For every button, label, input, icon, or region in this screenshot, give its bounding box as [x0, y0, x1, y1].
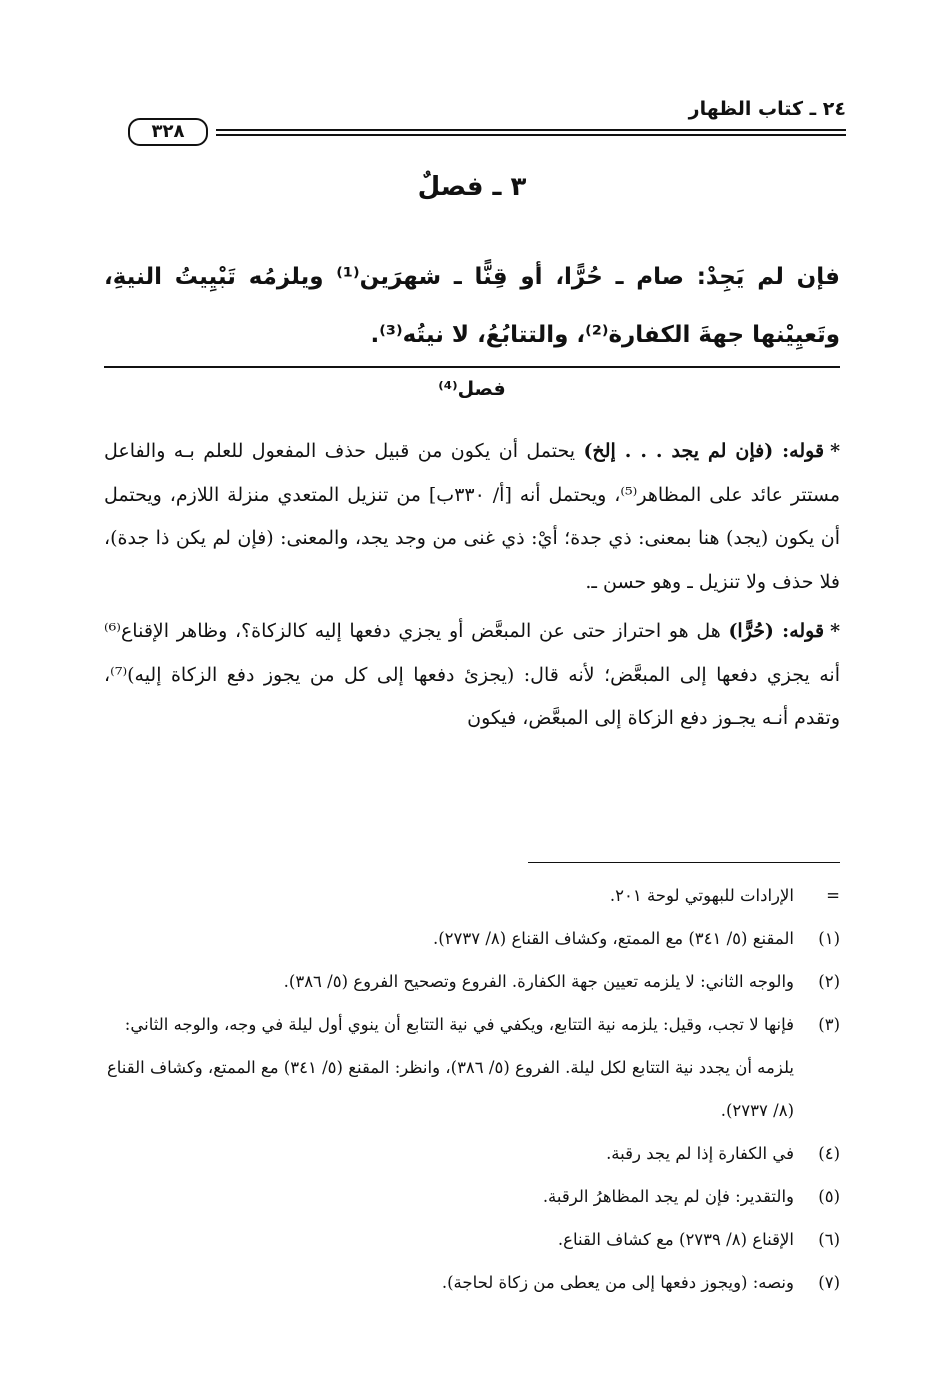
footnote: [104, 1218, 840, 1261]
paragraph-star-marker: *: [830, 620, 841, 642]
footnote-text: ونصه: (ويجوز دفعها إلى من يعطى من زكاة لحاجة).: [441, 1273, 794, 1292]
footnote-number: (٣): [818, 1015, 840, 1034]
footnote-text: والوجه الثاني: لا يلزمه تعيين جهة الكفارة. الفروع وتصحيح الفروع (٥/ ٣٨٦).: [283, 972, 794, 991]
footnote-number: =: [826, 886, 840, 905]
footnote-number: (٤): [818, 1144, 840, 1163]
matn-text: فإن لم يَجِدْ: صام ـ حُرًّا، أو قِنًّا ـ شهرَين⁽¹⁾ ويلزمُه تَبْيِيتُ النيةِ، وتَعيِيْنها جهةَ الكفارة⁽²⁾، والتتابُعُ، لا نيتُه⁽³⁾.: [104, 264, 840, 348]
footnote: [104, 1261, 840, 1304]
header-rule: [128, 128, 846, 136]
commentary-paragraph: [104, 610, 840, 741]
footnote: [104, 1175, 840, 1218]
header-rule-top: [216, 129, 846, 131]
paragraph-text: يحتمل أن يكون من قبيل حذف المفعول للعلم بـه والفاعل مستتر عائد على المظاهر⁽⁵⁾، ويحتمل أنه [أ/ ٣٣٠ب] من تنزيل المتعدي منزلة اللازم، ويحتمل أن يكون (يجد) هنا بمعنى: ذي جدة؛ أيْ: ذي غنى من وجد يجد، والمعنى: (فإن لم يكن ذا جدة)، فلا حذف ولا تنزيل ـ وهو حسن ـ.: [104, 440, 840, 593]
header-rule-bottom: [216, 134, 846, 136]
running-title: ٢٤ ـ كتاب الظهار: [688, 98, 846, 120]
footnote-number: (٢): [818, 972, 840, 991]
page-number: ٣٢٨: [128, 118, 208, 146]
commentary-paragraph: [104, 430, 840, 604]
footnote: [104, 874, 840, 917]
footnote-number: (٦): [818, 1230, 840, 1249]
footnote-number: (١): [818, 929, 840, 948]
commentary-heading: فصل⁽⁴⁾: [438, 378, 506, 400]
footnote: [104, 1132, 840, 1175]
footnote: [104, 1003, 840, 1132]
paragraph-text: هل هو احتراز حتى عن المبعَّض أو يجزي دفعها إليه كالزكاة؟، وظاهر الإقناع⁽⁶⁾ أنه يجزي دفعها إلى المبعَّض؛ لأنه قال: (يجزئ دفعها إلى كل من يجوز دفع الزكاة إليه)⁽⁷⁾، وتقدم أنـه يجـوز دفع الزكاة إلى المبعَّض، فيكون: [104, 620, 840, 729]
footnote-text: الإرادات للبهوتي لوحة ٢٠١.: [609, 886, 794, 905]
footnote-number: (٥): [818, 1187, 840, 1206]
footnote-text: والتقدير: فإن لم يجد المظاهرُ الرقبة.: [542, 1187, 794, 1206]
footnote-text: فإنها لا تجب، وقيل: يلزمه نية التتابع، ويكفي في نية التتابع أن ينوي أول ليلة في وجه، والوجه الثاني: يلزمه أن يجدد نية التتابع لكل ليلة. الفروع (٥/ ٣٨٦)، وانظر: المقنع (٥/ ٣٤١) مع الممتع، وكشاف القناع (٨/ ٢٧٣٧).: [106, 1015, 794, 1120]
footnotes: [104, 874, 840, 1304]
matn-separator: [104, 366, 840, 368]
footnote-text: المقنع (٥/ ٣٤١) مع الممتع، وكشاف القناع (٨/ ٢٧٣٧).: [432, 929, 794, 948]
section-heading: ٣ ـ فصلٌ: [417, 172, 527, 202]
footnote-number: (٧): [818, 1273, 840, 1292]
paragraph-lead: قوله: (حُرًّا): [728, 620, 825, 642]
footnote: [104, 960, 840, 1003]
footnote-text: في الكفارة إذا لم يجد رقبة.: [606, 1144, 794, 1163]
footnote-separator: [528, 862, 840, 863]
paragraph-star-marker: *: [830, 440, 840, 462]
footnote: [104, 917, 840, 960]
footnote-text: الإقناع (٨/ ٢٧٣٩) مع كشاف القناع.: [557, 1230, 794, 1249]
commentary: [104, 430, 840, 741]
paragraph-lead: قوله: (فإن لم يجد . . . إلخ): [583, 440, 825, 462]
